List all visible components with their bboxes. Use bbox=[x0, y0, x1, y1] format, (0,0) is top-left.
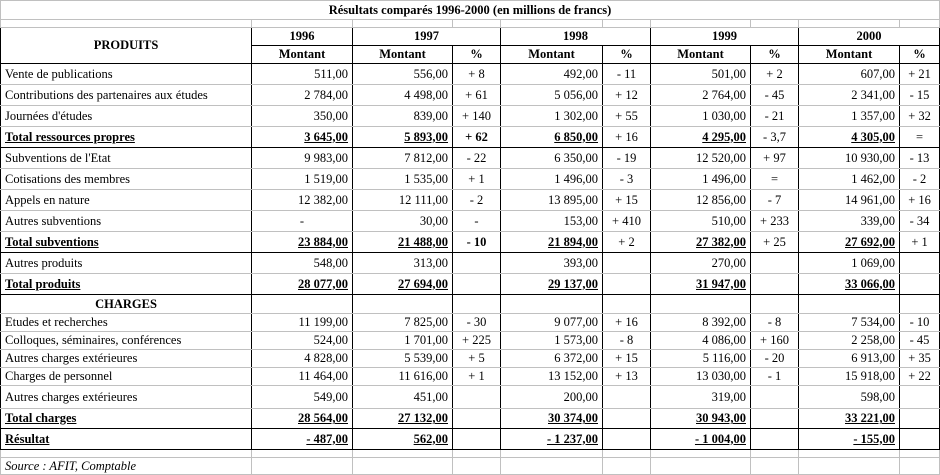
pct-cell bbox=[751, 429, 799, 450]
amount-cell: 1 462,00 bbox=[799, 169, 900, 190]
pct-cell: + 13 bbox=[603, 368, 651, 386]
amount-cell: 451,00 bbox=[353, 386, 453, 409]
amount-cell: 313,00 bbox=[353, 253, 453, 274]
pct-cell: + 32 bbox=[900, 106, 940, 127]
pct-cell: + 61 bbox=[453, 85, 501, 106]
row-label: Autres subventions bbox=[1, 211, 252, 232]
pct-cell bbox=[900, 274, 940, 295]
pct-cell: = bbox=[900, 127, 940, 148]
amount-cell: 28 564,00 bbox=[252, 409, 353, 429]
table-row bbox=[1, 169, 940, 190]
table-row bbox=[1, 211, 940, 232]
table-row bbox=[1, 190, 940, 211]
amount-cell: 6 372,00 bbox=[501, 350, 603, 368]
amount-cell bbox=[501, 295, 603, 314]
amount-cell: 2 258,00 bbox=[799, 332, 900, 350]
pct-cell: - 13 bbox=[900, 148, 940, 169]
table-row bbox=[1, 106, 940, 127]
amount-cell: 319,00 bbox=[651, 386, 751, 409]
amount-cell: 9 983,00 bbox=[252, 148, 353, 169]
amount-cell: 1 519,00 bbox=[252, 169, 353, 190]
amount-cell: 9 077,00 bbox=[501, 314, 603, 332]
amount-cell: 4 498,00 bbox=[353, 85, 453, 106]
amount-cell: 12 856,00 bbox=[651, 190, 751, 211]
amount-cell: 2 764,00 bbox=[651, 85, 751, 106]
row-label: Vente de publications bbox=[1, 64, 252, 85]
amount-cell: 607,00 bbox=[799, 64, 900, 85]
pct-cell: + 225 bbox=[453, 332, 501, 350]
amount-cell: 548,00 bbox=[252, 253, 353, 274]
amount-cell: 23 884,00 bbox=[252, 232, 353, 253]
row-label: Journées d'études bbox=[1, 106, 252, 127]
row-label: Etudes et recherches bbox=[1, 314, 252, 332]
amount-cell: 28 077,00 bbox=[252, 274, 353, 295]
pct-cell bbox=[900, 295, 940, 314]
pct-cell: - 3,7 bbox=[751, 127, 799, 148]
pct-cell bbox=[603, 253, 651, 274]
amount-cell: - 155,00 bbox=[799, 429, 900, 450]
amount-cell: 549,00 bbox=[252, 386, 353, 409]
pct-cell bbox=[900, 409, 940, 429]
amount-cell: 393,00 bbox=[501, 253, 603, 274]
amount-cell: 5 893,00 bbox=[353, 127, 453, 148]
pct-cell bbox=[453, 274, 501, 295]
pct-cell: + 2 bbox=[603, 232, 651, 253]
table-title: Résultats comparés 1996-2000 (en millions de francs) bbox=[1, 1, 940, 20]
pct-cell: - 10 bbox=[900, 314, 940, 332]
pct-cell: + 1 bbox=[453, 368, 501, 386]
amount-cell: 1 535,00 bbox=[353, 169, 453, 190]
amount-cell: 6 850,00 bbox=[501, 127, 603, 148]
pct-cell: + 15 bbox=[603, 190, 651, 211]
row-label: Total subventions bbox=[1, 232, 252, 253]
amount-cell: 598,00 bbox=[799, 386, 900, 409]
pct-cell bbox=[751, 409, 799, 429]
amount-cell: 30 374,00 bbox=[501, 409, 603, 429]
pct-header: % bbox=[751, 46, 799, 64]
pct-cell: - 45 bbox=[751, 85, 799, 106]
year-header: 2000 bbox=[799, 28, 940, 46]
pct-cell: - 30 bbox=[453, 314, 501, 332]
amount-cell: 4 086,00 bbox=[651, 332, 751, 350]
row-label: Total ressources propres bbox=[1, 127, 252, 148]
amount-header: Montant bbox=[799, 46, 900, 64]
amount-cell: 4 828,00 bbox=[252, 350, 353, 368]
pct-cell: - 20 bbox=[751, 350, 799, 368]
amount-cell: 13 152,00 bbox=[501, 368, 603, 386]
pct-cell: + 16 bbox=[900, 190, 940, 211]
amount-cell: 15 918,00 bbox=[799, 368, 900, 386]
amount-cell bbox=[799, 295, 900, 314]
year-header: 1998 bbox=[501, 28, 651, 46]
amount-cell: 556,00 bbox=[353, 64, 453, 85]
amount-cell: 27 694,00 bbox=[353, 274, 453, 295]
amount-cell: - 487,00 bbox=[252, 429, 353, 450]
pct-cell: + 410 bbox=[603, 211, 651, 232]
pct-cell bbox=[603, 274, 651, 295]
total-row bbox=[1, 232, 940, 253]
pct-cell: - 19 bbox=[603, 148, 651, 169]
amount-cell: 30 943,00 bbox=[651, 409, 751, 429]
table-row bbox=[1, 332, 940, 350]
row-label: Total charges bbox=[1, 409, 252, 429]
amount-cell: 510,00 bbox=[651, 211, 751, 232]
pct-cell bbox=[900, 429, 940, 450]
amount-cell: - 1 004,00 bbox=[651, 429, 751, 450]
amount-cell: 27 692,00 bbox=[799, 232, 900, 253]
amount-cell: 270,00 bbox=[651, 253, 751, 274]
source-note: Source : AFIT, Comptable bbox=[1, 458, 252, 475]
amount-header: Montant bbox=[501, 46, 603, 64]
table-row bbox=[1, 64, 940, 85]
amount-cell: 4 295,00 bbox=[651, 127, 751, 148]
pct-cell: + 16 bbox=[603, 127, 651, 148]
row-label: Total produits bbox=[1, 274, 252, 295]
amount-cell: 2 784,00 bbox=[252, 85, 353, 106]
amount-cell: - bbox=[252, 211, 353, 232]
row-label: Subventions de l'Etat bbox=[1, 148, 252, 169]
amount-cell: 1 496,00 bbox=[501, 169, 603, 190]
row-label: Contributions des partenaires aux études bbox=[1, 85, 252, 106]
pct-cell: - 2 bbox=[900, 169, 940, 190]
amount-cell bbox=[353, 295, 453, 314]
amount-cell: 21 488,00 bbox=[353, 232, 453, 253]
row-label: Charges de personnel bbox=[1, 368, 252, 386]
pct-cell: + 16 bbox=[603, 314, 651, 332]
pct-cell: + 1 bbox=[900, 232, 940, 253]
pct-cell bbox=[453, 429, 501, 450]
total-row bbox=[1, 409, 940, 429]
pct-cell: - 21 bbox=[751, 106, 799, 127]
amount-cell: 1 357,00 bbox=[799, 106, 900, 127]
amount-cell: 1 701,00 bbox=[353, 332, 453, 350]
pct-cell: - 1 bbox=[751, 368, 799, 386]
pct-cell bbox=[900, 253, 940, 274]
table-row bbox=[1, 314, 940, 332]
amount-cell: 6 913,00 bbox=[799, 350, 900, 368]
pct-cell: - 34 bbox=[900, 211, 940, 232]
pct-cell bbox=[751, 295, 799, 314]
amount-cell: 11 199,00 bbox=[252, 314, 353, 332]
amount-cell: - 1 237,00 bbox=[501, 429, 603, 450]
row-label: Résultat bbox=[1, 429, 252, 450]
table-row bbox=[1, 350, 940, 368]
amount-cell: 8 392,00 bbox=[651, 314, 751, 332]
pct-cell: - 7 bbox=[751, 190, 799, 211]
amount-cell: 339,00 bbox=[799, 211, 900, 232]
table-row bbox=[1, 368, 940, 386]
pct-cell: + 140 bbox=[453, 106, 501, 127]
amount-cell bbox=[252, 295, 353, 314]
amount-cell bbox=[651, 295, 751, 314]
amount-cell: 7 812,00 bbox=[353, 148, 453, 169]
amount-cell: 501,00 bbox=[651, 64, 751, 85]
pct-cell: - 2 bbox=[453, 190, 501, 211]
pct-cell bbox=[751, 253, 799, 274]
table-row bbox=[1, 148, 940, 169]
amount-cell: 5 116,00 bbox=[651, 350, 751, 368]
row-label: CHARGES bbox=[1, 295, 252, 314]
amount-cell: 27 382,00 bbox=[651, 232, 751, 253]
pct-cell bbox=[900, 386, 940, 409]
pct-cell: - 3 bbox=[603, 169, 651, 190]
amount-cell: 30,00 bbox=[353, 211, 453, 232]
pct-cell: - 10 bbox=[453, 232, 501, 253]
pct-cell: - 11 bbox=[603, 64, 651, 85]
total-row bbox=[1, 429, 940, 450]
section-row bbox=[1, 295, 940, 314]
amount-cell: 7 534,00 bbox=[799, 314, 900, 332]
table-row bbox=[1, 253, 940, 274]
row-label: Appels en nature bbox=[1, 190, 252, 211]
amount-cell: 1 496,00 bbox=[651, 169, 751, 190]
pct-cell: + 233 bbox=[751, 211, 799, 232]
pct-cell bbox=[453, 409, 501, 429]
amount-cell: 33 221,00 bbox=[799, 409, 900, 429]
amount-cell: 562,00 bbox=[353, 429, 453, 450]
amount-header: Montant bbox=[651, 46, 751, 64]
pct-cell: + 21 bbox=[900, 64, 940, 85]
pct-cell: - 22 bbox=[453, 148, 501, 169]
pct-cell: - bbox=[453, 211, 501, 232]
pct-header: % bbox=[603, 46, 651, 64]
pct-cell: + 97 bbox=[751, 148, 799, 169]
pct-header: % bbox=[453, 46, 501, 64]
amount-cell: 12 111,00 bbox=[353, 190, 453, 211]
pct-cell bbox=[603, 386, 651, 409]
pct-cell: + 22 bbox=[900, 368, 940, 386]
pct-cell: = bbox=[751, 169, 799, 190]
pct-cell: + 35 bbox=[900, 350, 940, 368]
pct-cell bbox=[603, 295, 651, 314]
pct-cell: - 8 bbox=[603, 332, 651, 350]
amount-cell: 5 539,00 bbox=[353, 350, 453, 368]
amount-cell: 200,00 bbox=[501, 386, 603, 409]
pct-cell: + 55 bbox=[603, 106, 651, 127]
amount-cell: 12 520,00 bbox=[651, 148, 751, 169]
amount-cell: 524,00 bbox=[252, 332, 353, 350]
pct-cell: + 15 bbox=[603, 350, 651, 368]
amount-cell: 350,00 bbox=[252, 106, 353, 127]
amount-cell: 13 030,00 bbox=[651, 368, 751, 386]
amount-cell: 492,00 bbox=[501, 64, 603, 85]
amount-cell: 12 382,00 bbox=[252, 190, 353, 211]
amount-cell: 1 069,00 bbox=[799, 253, 900, 274]
pct-cell: - 8 bbox=[751, 314, 799, 332]
amount-cell: 31 947,00 bbox=[651, 274, 751, 295]
amount-cell: 7 825,00 bbox=[353, 314, 453, 332]
amount-cell: 27 132,00 bbox=[353, 409, 453, 429]
year-header: 1997 bbox=[353, 28, 501, 46]
amount-cell: 10 930,00 bbox=[799, 148, 900, 169]
amount-cell: 5 056,00 bbox=[501, 85, 603, 106]
amount-header: Montant bbox=[353, 46, 453, 64]
pct-cell: + 160 bbox=[751, 332, 799, 350]
amount-cell: 511,00 bbox=[252, 64, 353, 85]
pct-cell bbox=[603, 409, 651, 429]
pct-cell bbox=[453, 295, 501, 314]
amount-cell: 21 894,00 bbox=[501, 232, 603, 253]
pct-cell bbox=[751, 274, 799, 295]
pct-cell bbox=[453, 386, 501, 409]
amount-cell: 11 464,00 bbox=[252, 368, 353, 386]
pct-cell: + 1 bbox=[453, 169, 501, 190]
pct-cell: + 62 bbox=[453, 127, 501, 148]
pct-cell: - 15 bbox=[900, 85, 940, 106]
year-header: 1996 bbox=[252, 28, 353, 46]
pct-cell: + 2 bbox=[751, 64, 799, 85]
row-label: Autres charges extérieures bbox=[1, 386, 252, 409]
amount-cell: 29 137,00 bbox=[501, 274, 603, 295]
year-header: 1999 bbox=[651, 28, 799, 46]
table-row bbox=[1, 85, 940, 106]
amount-cell: 1 573,00 bbox=[501, 332, 603, 350]
pct-cell bbox=[603, 429, 651, 450]
pct-cell: + 12 bbox=[603, 85, 651, 106]
total-row bbox=[1, 274, 940, 295]
amount-cell: 1 030,00 bbox=[651, 106, 751, 127]
total-row bbox=[1, 127, 940, 148]
amount-cell: 4 305,00 bbox=[799, 127, 900, 148]
row-label: Cotisations des membres bbox=[1, 169, 252, 190]
amount-header: Montant bbox=[252, 46, 353, 64]
row-label: Colloques, séminaires, conférences bbox=[1, 332, 252, 350]
row-label: Autres charges extérieures bbox=[1, 350, 252, 368]
amount-cell: 13 895,00 bbox=[501, 190, 603, 211]
pct-cell: + 8 bbox=[453, 64, 501, 85]
pct-header: % bbox=[900, 46, 940, 64]
amount-cell: 839,00 bbox=[353, 106, 453, 127]
table-row bbox=[1, 386, 940, 409]
pct-cell bbox=[453, 253, 501, 274]
section-header-produits: PRODUITS bbox=[1, 28, 252, 64]
pct-cell: + 25 bbox=[751, 232, 799, 253]
pct-cell: + 5 bbox=[453, 350, 501, 368]
amount-cell: 1 302,00 bbox=[501, 106, 603, 127]
amount-cell: 14 961,00 bbox=[799, 190, 900, 211]
row-label: Autres produits bbox=[1, 253, 252, 274]
amount-cell: 33 066,00 bbox=[799, 274, 900, 295]
amount-cell: 11 616,00 bbox=[353, 368, 453, 386]
amount-cell: 3 645,00 bbox=[252, 127, 353, 148]
amount-cell: 6 350,00 bbox=[501, 148, 603, 169]
amount-cell: 2 341,00 bbox=[799, 85, 900, 106]
amount-cell: 153,00 bbox=[501, 211, 603, 232]
pct-cell bbox=[751, 386, 799, 409]
pct-cell: - 45 bbox=[900, 332, 940, 350]
